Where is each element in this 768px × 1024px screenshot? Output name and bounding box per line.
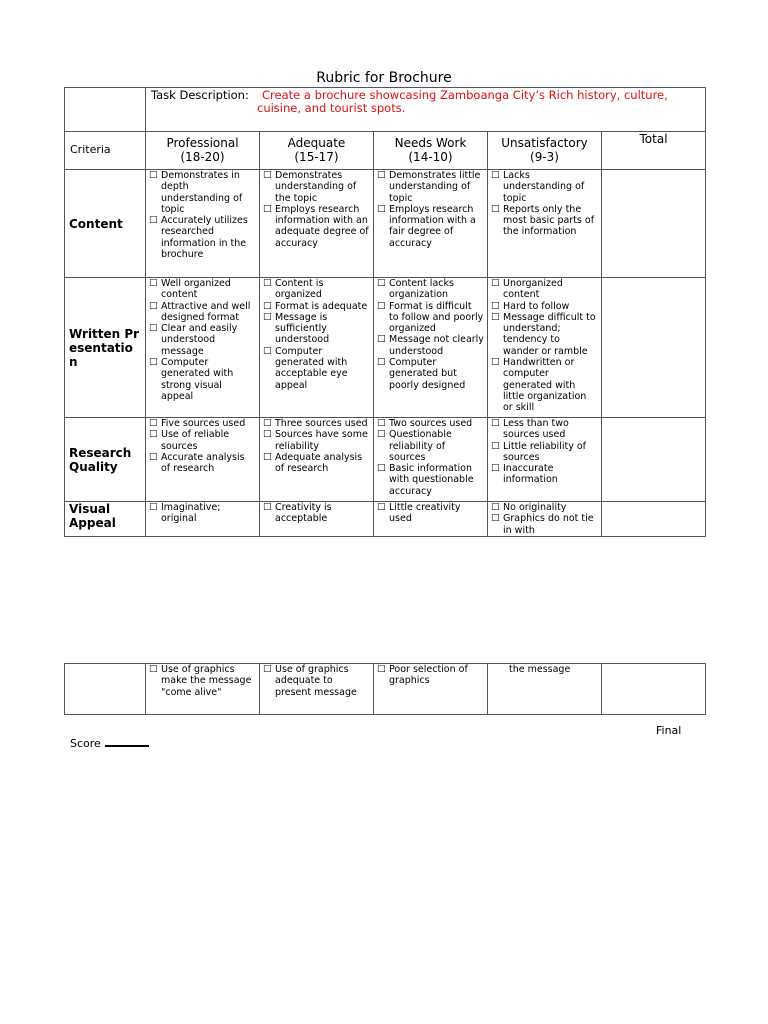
rubric-item (263, 278, 370, 301)
rubric-item (263, 502, 370, 525)
document-title: Rubric for Brochure (316, 70, 452, 86)
rubric-item-text: Attractive and well designed format (161, 300, 251, 323)
cell-unsatisfactory (488, 502, 602, 537)
cell-professional (146, 418, 260, 502)
checkbox-icon: □ (491, 311, 500, 322)
checkbox-icon: □ (149, 357, 158, 368)
score-label: Score (70, 737, 101, 750)
final-label: Final (656, 724, 682, 737)
rubric-item-text: Computer generated with strong visual appeal (161, 357, 234, 402)
rubric-item-text: Accurately utilizes researched information in the brochure (161, 215, 248, 261)
criterion-name: Content (65, 170, 146, 278)
rubric-item (491, 278, 598, 301)
checkbox-icon: □ (263, 170, 272, 180)
rubric-item-text: Content lacks organization (389, 278, 454, 301)
rubric-item (263, 664, 370, 698)
rubric-item (491, 170, 598, 204)
cell-unsatisfactory (488, 278, 602, 418)
checkbox-icon: □ (149, 215, 158, 226)
rubric-item (263, 429, 370, 452)
rubric-item-text: Five sources used (161, 418, 246, 429)
score-line (70, 737, 149, 750)
rubric-body (65, 170, 706, 537)
cell-adequate (260, 502, 374, 537)
rubric-item (149, 664, 256, 698)
header-row (65, 132, 706, 170)
cell-unsatisfactory (488, 170, 602, 278)
rubric-item-text: the message (509, 664, 571, 675)
rubric-item (491, 418, 598, 441)
rubric-item (149, 323, 256, 357)
rubric-item (149, 215, 256, 260)
rubric-item-text: Content is organized (275, 278, 324, 301)
rubric-item-text: Demonstrates little understanding of topic (389, 170, 481, 204)
level-name: Adequate (287, 136, 346, 150)
rubric-item-text: Accurate analysis of research (161, 451, 245, 475)
rubric-item-text: Message is sufficiently understood (275, 311, 330, 346)
checkbox-icon: □ (377, 418, 386, 428)
rubric-item-text: Employs research information with a fair degree of accuracy (389, 203, 476, 249)
rubric-item (263, 346, 370, 391)
rubric-item (377, 170, 484, 204)
rubric-item-text: Imaginative; original (161, 502, 221, 525)
rubric-item-text: Use of reliable sources (161, 429, 230, 452)
checkbox-icon: □ (377, 334, 386, 345)
rubric-item (377, 664, 484, 687)
task-description-text-line1: Create a brochure showcasing Zamboanga City’s Rich history, culture, (262, 88, 668, 102)
continuation-row (65, 664, 706, 715)
criterion-empty-cell (65, 664, 146, 715)
checkbox-icon: □ (377, 502, 386, 512)
level-header-professional (146, 132, 260, 170)
rubric-item (491, 502, 598, 513)
criteria-header: Criteria (65, 132, 146, 170)
rubric-item-text: Two sources used (389, 418, 473, 429)
checkbox-icon: □ (377, 278, 386, 288)
cell-needs-work (374, 278, 488, 418)
task-row (65, 88, 706, 132)
total-cell (602, 664, 706, 715)
checkbox-icon: □ (491, 170, 500, 180)
checkbox-icon: □ (149, 278, 158, 288)
checkbox-icon: □ (377, 664, 386, 674)
rubric-item (491, 301, 598, 312)
rubric-item-text: Hard to follow (503, 300, 570, 312)
rubric-item-text: Use of graphics make the message "come alive" (161, 664, 252, 698)
checkbox-icon: □ (149, 429, 158, 440)
score-blank (105, 739, 149, 747)
checkbox-icon: □ (263, 502, 272, 512)
cell-unsatisfactory (488, 664, 602, 715)
rubric-item (149, 357, 256, 402)
checkbox-icon: □ (377, 300, 386, 311)
rubric-item-text: Message not clearly understood (389, 334, 484, 357)
level-header-needs-work (374, 132, 488, 170)
rubric-item (377, 357, 484, 391)
rubric-item-text: Clear and easily understood message (161, 323, 238, 357)
rubric-item-text: Inaccurate information (503, 463, 558, 486)
checkbox-icon: □ (263, 300, 272, 311)
checkbox-icon: □ (149, 451, 158, 462)
rubric-item (263, 312, 370, 346)
checkbox-icon: □ (263, 278, 272, 288)
rubric-item (377, 278, 484, 301)
rubric-continuation-table (64, 663, 706, 715)
rubric-item-text: Little creativity used (389, 502, 461, 525)
rubric-table (64, 87, 706, 537)
cell-unsatisfactory (488, 418, 602, 502)
checkbox-icon: □ (263, 311, 272, 322)
level-header-unsatisfactory (488, 132, 602, 170)
rubric-item-text: Handwritten or computer generated with little organization or skill (503, 357, 587, 414)
rubric-item-text: Unorganized content (503, 278, 563, 301)
rubric-item (491, 357, 598, 413)
rubric-row (65, 502, 706, 537)
rubric-item-text: Basic information with questionable accuracy (389, 463, 474, 497)
criterion-name: Research Quality (65, 418, 146, 502)
rubric-item-text: Less than two sources used (503, 418, 569, 441)
rubric-item (263, 170, 370, 204)
task-empty-cell (65, 88, 146, 132)
task-description-label: Task Description: (151, 88, 249, 102)
checkbox-icon: □ (491, 300, 500, 311)
checkbox-icon: □ (491, 463, 500, 474)
rubric-item-text: Use of graphics adequate to present message (275, 664, 357, 698)
cell-needs-work (374, 170, 488, 278)
cell-professional (146, 170, 260, 278)
rubric-item-text: Computer generated but poorly designed (389, 357, 466, 391)
checkbox-icon: □ (491, 513, 500, 524)
rubric-item (149, 429, 256, 452)
checkbox-icon: □ (149, 502, 158, 512)
rubric-item-text: Format is difficult to follow and poorly organized (389, 300, 484, 335)
rubric-item-text: Graphics do not tie in with (503, 513, 594, 536)
cell-needs-work (374, 664, 488, 715)
checkbox-icon: □ (491, 203, 500, 214)
total-header: Total (602, 132, 706, 170)
level-range: (14-10) (408, 150, 453, 164)
criterion-name: Written Presentation (65, 278, 146, 418)
checkbox-icon: □ (149, 323, 158, 334)
cell-adequate (260, 418, 374, 502)
rubric-item (491, 204, 598, 238)
rubric-item (377, 463, 484, 497)
level-header-adequate (260, 132, 374, 170)
rubric-item (377, 502, 484, 525)
rubric-item-text: Well organized content (161, 278, 231, 301)
rubric-item (491, 513, 598, 536)
rubric-item (491, 312, 598, 357)
cell-professional (146, 502, 260, 537)
rubric-item (491, 463, 598, 486)
rubric-item (263, 204, 370, 249)
rubric-row (65, 170, 706, 278)
rubric-item-text: Computer generated with acceptable eye appeal (275, 345, 348, 391)
checkbox-icon: □ (149, 664, 158, 674)
rubric-item-text: Employs research information with an adequate degree of accuracy (275, 203, 369, 249)
checkbox-icon: □ (377, 203, 386, 214)
rubric-row (65, 418, 706, 502)
rubric-item-text: Demonstrates in depth understanding of topic (161, 170, 243, 215)
rubric-item-text: No originality (503, 502, 567, 513)
checkbox-icon: □ (149, 300, 158, 311)
total-cell (602, 278, 706, 418)
cell-adequate (260, 170, 374, 278)
rubric-item (263, 452, 370, 475)
rubric-row (65, 278, 706, 418)
cell-professional (146, 278, 260, 418)
rubric-item-text: Creativity is acceptable (275, 502, 332, 525)
level-name: Needs Work (394, 136, 467, 150)
rubric-item-text: Poor selection of graphics (389, 664, 468, 687)
checkbox-icon: □ (377, 429, 386, 440)
cell-needs-work (374, 502, 488, 537)
checkbox-icon: □ (377, 463, 386, 474)
checkbox-icon: □ (377, 170, 386, 180)
rubric-item (377, 301, 484, 335)
rubric-item-text: Three sources used (275, 418, 368, 429)
rubric-item-text: Little reliability of sources (503, 440, 586, 463)
checkbox-icon: □ (491, 418, 500, 428)
criterion-name: Visual Appeal (65, 502, 146, 537)
checkbox-icon: □ (491, 357, 500, 368)
rubric-item-text: Questionable reliability of sources (389, 429, 452, 463)
rubric-item (377, 204, 484, 249)
checkbox-icon: □ (491, 502, 500, 512)
total-cell (602, 502, 706, 537)
checkbox-icon: □ (491, 278, 500, 288)
cell-needs-work (374, 418, 488, 502)
rubric-item-text: Demonstrates understanding of the topic (275, 170, 357, 204)
rubric-item (377, 429, 484, 463)
rubric-item-text: Message difficult to understand; tendency to wander or ramble (503, 311, 596, 357)
rubric-item (149, 170, 256, 215)
cell-adequate (260, 278, 374, 418)
cell-professional (146, 664, 260, 715)
rubric-item (263, 301, 370, 312)
checkbox-icon: □ (149, 170, 158, 180)
level-name: Professional (166, 136, 239, 150)
cell-adequate (260, 664, 374, 715)
rubric-item-text: Reports only the most basic parts of the information (503, 203, 595, 238)
rubric-item (149, 278, 256, 301)
rubric-item-text: Format is adequate (275, 300, 368, 312)
task-description-text-line2: cuisine, and tourist spots. (257, 101, 406, 115)
rubric-item (491, 441, 598, 464)
level-range: (9-3) (530, 150, 559, 164)
level-range: (15-17) (294, 150, 339, 164)
level-range: (18-20) (180, 150, 225, 164)
rubric-item-text: Adequate analysis of research (275, 451, 363, 475)
checkbox-icon: □ (377, 357, 386, 368)
rubric-item-text: Sources have some reliability (275, 429, 368, 452)
checkbox-icon: □ (149, 418, 158, 428)
rubric-item-text: Lacks understanding of topic (503, 170, 585, 204)
checkbox-icon: □ (263, 418, 272, 428)
checkbox-icon: □ (263, 429, 272, 440)
task-description-cell (146, 88, 706, 132)
rubric-item (149, 452, 256, 475)
rubric-item (377, 418, 484, 429)
level-name: Unsatisfactory (501, 136, 588, 150)
rubric-item (263, 418, 370, 429)
checkbox-icon: □ (491, 440, 500, 451)
total-cell (602, 418, 706, 502)
rubric-item (149, 301, 256, 324)
total-cell (602, 170, 706, 278)
checkbox-icon: □ (263, 451, 272, 462)
checkbox-icon: □ (263, 664, 272, 674)
checkbox-icon: □ (263, 203, 272, 214)
rubric-item (149, 502, 256, 525)
rubric-item (149, 418, 256, 429)
checkbox-icon: □ (263, 345, 272, 356)
rubric-item (377, 334, 484, 357)
